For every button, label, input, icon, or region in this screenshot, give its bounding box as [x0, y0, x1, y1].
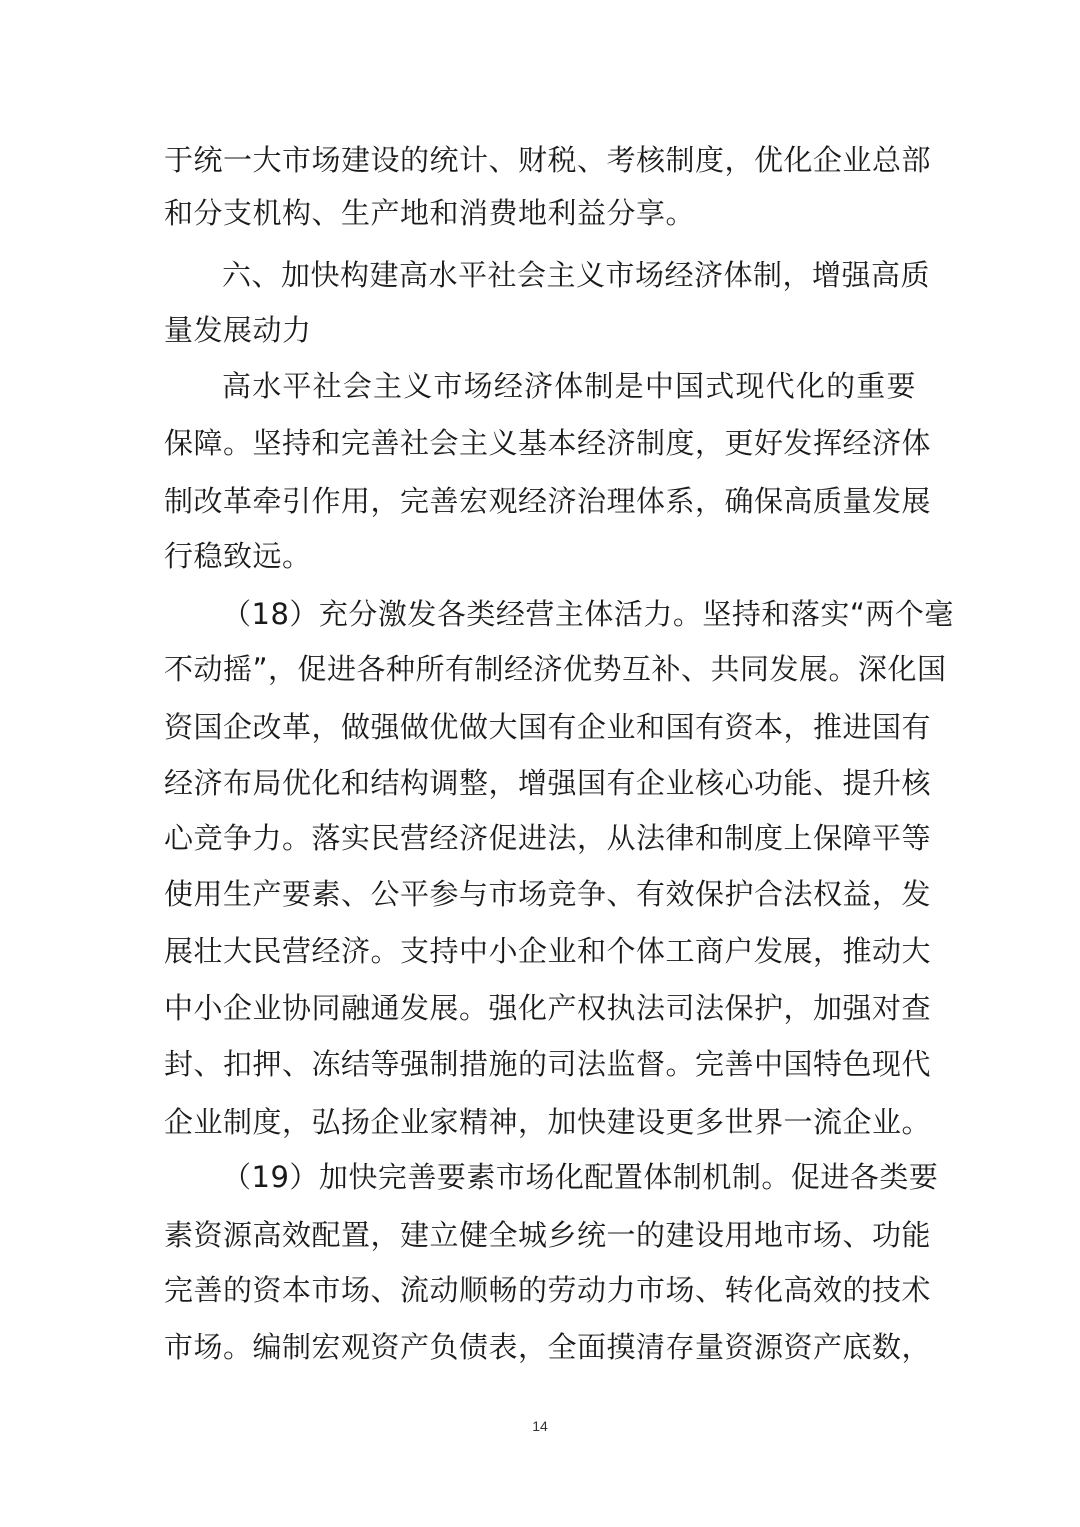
text-line: 制改革牵引作用，完善宏观经济治理体系，确保高质量发展: [164, 484, 932, 518]
text-line: 和分支机构、生产地和消费地利益分享。: [164, 196, 696, 230]
text-line: （18）充分激发各类经营主体活力。坚持和落实“两个毫: [222, 597, 954, 631]
text-line: 不动摇”，促进各种所有制经济优势互补、共同发展。深化国: [164, 652, 947, 686]
section-heading-line: 六、加快构建高水平社会主义市场经济体制，增强高质: [222, 258, 931, 292]
text-line: 素资源高效配置，建立健全城乡统一的建设用地市场、功能: [164, 1218, 932, 1252]
page-number: 14: [532, 1418, 548, 1434]
text-line: 心竞争力。落实民营经济促进法，从法律和制度上保障平等: [164, 821, 932, 855]
text-line: 展壮大民营经济。支持中小企业和个体工商户发展，推动大: [164, 934, 932, 968]
text-line: 于统一大市场建设的统计、财税、考核制度，优化企业总部: [164, 143, 932, 177]
text-line: 企业制度，弘扬企业家精神，加快建设更多世界一流企业。: [164, 1105, 932, 1139]
text-line: 保障。坚持和完善社会主义基本经济制度，更好发挥经济体: [164, 426, 932, 460]
text-line: 高水平社会主义市场经济体制是中国式现代化的重要: [222, 369, 916, 403]
text-line: 封、扣押、冻结等强制措施的司法监督。完善中国特色现代: [164, 1047, 932, 1081]
text-line: （19）加快完善要素市场化配置体制机制。促进各类要: [222, 1160, 939, 1194]
text-line: 市场。编制宏观资产负债表，全面摸清存量资源资产底数，: [164, 1330, 932, 1364]
text-line: 完善的资本市场、流动顺畅的劳动力市场、转化高效的技术: [164, 1273, 932, 1307]
section-heading-line: 量发展动力: [164, 313, 312, 347]
text-line: 行稳致远。: [164, 539, 312, 573]
text-line: 使用生产要素、公平参与市场竞争、有效保护合法权益，发: [164, 877, 932, 911]
text-line: 经济布局优化和结构调整，增强国有企业核心功能、提升核: [164, 766, 932, 800]
text-line: 中小企业协同融通发展。强化产权执法司法保护，加强对查: [164, 991, 932, 1025]
text-line: 资国企改革，做强做优做大国有企业和国有资本，推进国有: [164, 710, 932, 744]
